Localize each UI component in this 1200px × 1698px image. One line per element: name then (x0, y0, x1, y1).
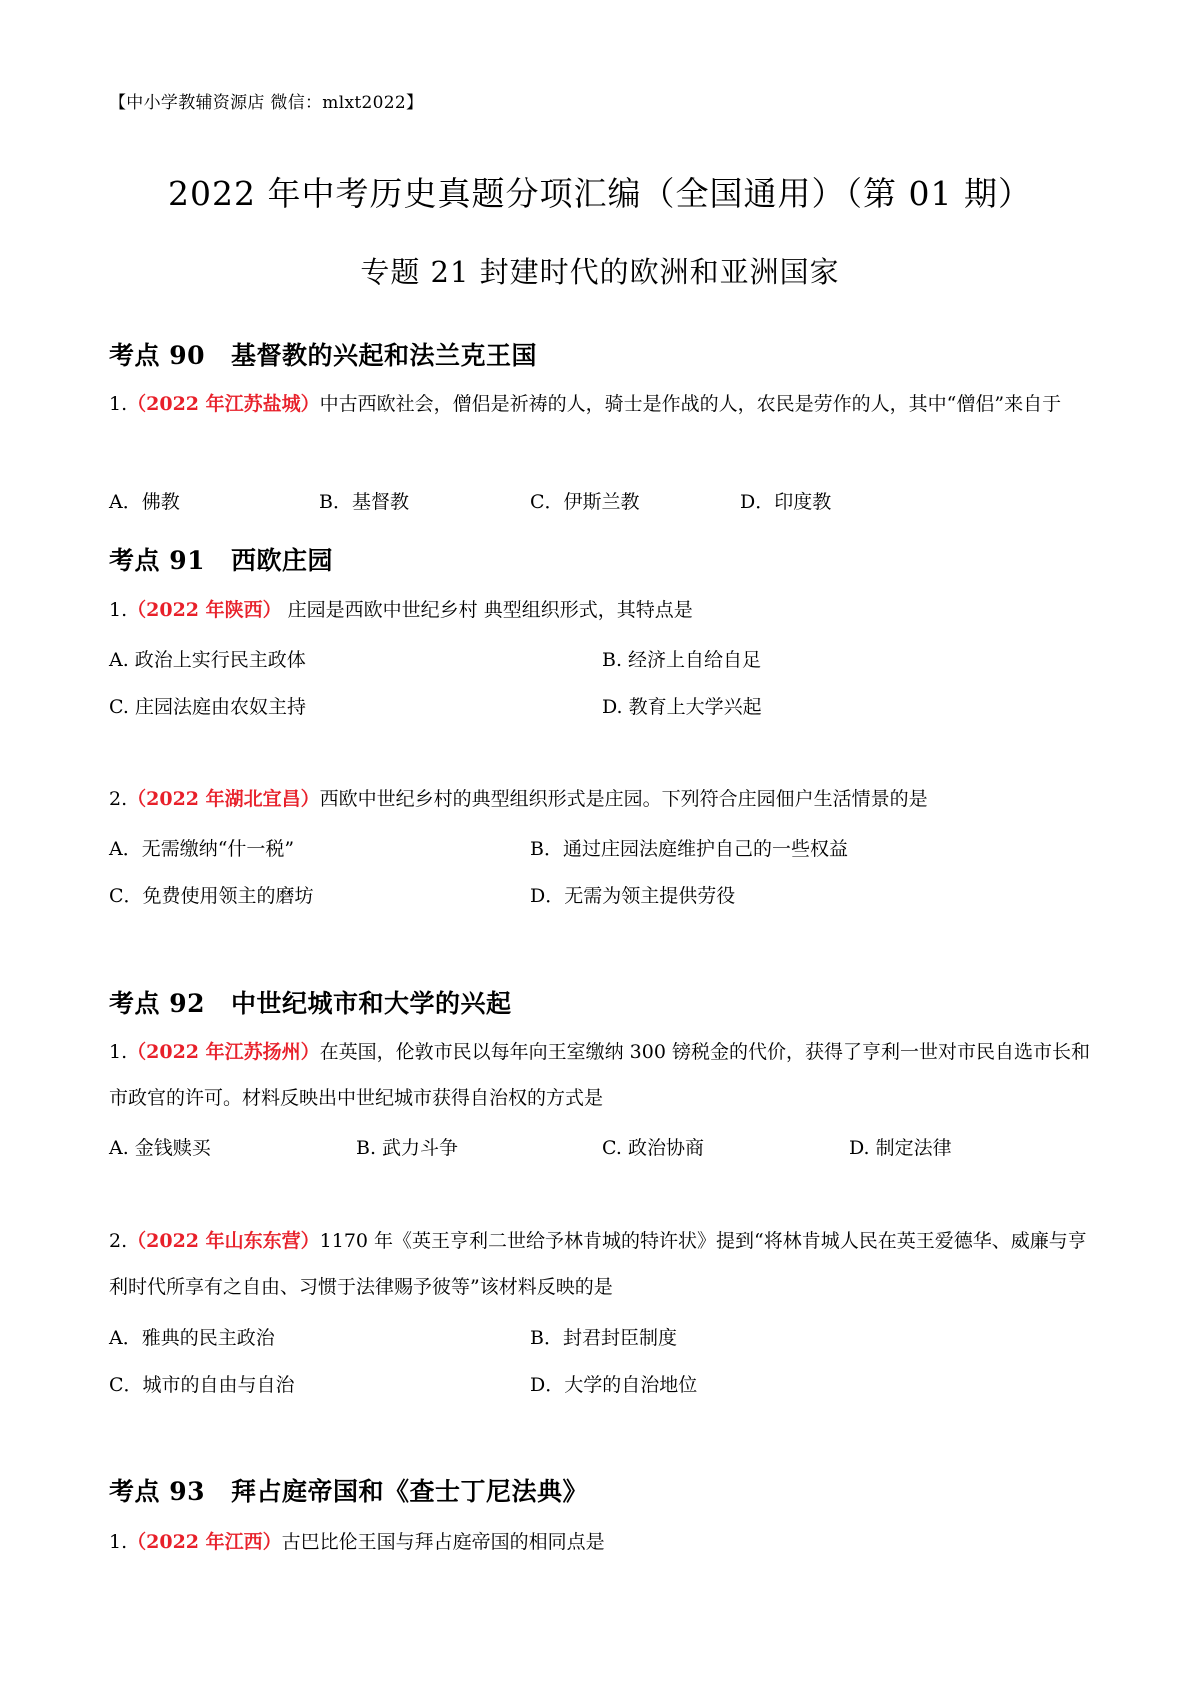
option-c: C．城市的自由与自治 (109, 1374, 295, 1396)
option-d: D. 制定法律 (849, 1137, 952, 1159)
question-number: 1. (109, 1041, 128, 1063)
option-a: A．佛教 (109, 491, 180, 513)
question-number: 1. (109, 1531, 128, 1553)
question-number: 1. (109, 599, 128, 621)
question-source: （2022 年江苏盐城） (127, 393, 320, 415)
option-b: B．通过庄园法庭维护自己的一些权益 (530, 838, 848, 860)
question-number: 2. (109, 788, 128, 810)
question-source: （2022 年陕西） (127, 599, 282, 621)
option-d: D. 教育上大学兴起 (602, 696, 762, 718)
section-name: 中世纪城市和大学的兴起 (231, 989, 512, 1018)
option-c: C. 庄园法庭由农奴主持 (109, 696, 306, 718)
question-text (109, 1519, 1099, 1565)
question-text (109, 776, 1099, 822)
option-b: B．封君封臣制度 (530, 1327, 677, 1349)
section-name: 西欧庄园 (231, 546, 334, 575)
option-c: C．免费使用领主的磨坊 (109, 885, 314, 907)
document-subtitle: 专题 21 封建时代的欧洲和亚洲国家 (360, 255, 840, 289)
option-c: C. 政治协商 (602, 1137, 704, 1159)
section-label: 考点 91 (109, 546, 205, 575)
question-stem: 中古西欧社会，僧侣是祈祷的人，骑士是作战的人，农民是劳作的人，其中“僧侣”来自于 (319, 393, 1062, 415)
question-stem: 在英国，伦敦市民以每年向王室缴纳 300 镑税金的代价，获得了亨利一世对市民自选市长和市政官的许可。材料反映出中世纪城市获得自治权的方式是 (109, 1041, 1090, 1109)
option-a: A. 政治上实行民主政体 (109, 649, 306, 671)
option-d: D．印度教 (740, 491, 832, 513)
question-text (109, 381, 1099, 427)
section-heading (109, 1472, 588, 1508)
option-d: D．无需为领主提供劳役 (530, 885, 736, 907)
question-stem: 古巴比伦王国与拜占庭帝国的相同点是 (281, 1531, 605, 1553)
option-b: B. 经济上自给自足 (602, 649, 762, 671)
option-a: A. 金钱赎买 (109, 1137, 211, 1159)
option-b: B. 武力斗争 (356, 1137, 459, 1159)
question-source: （2022 年湖北宜昌） (127, 788, 320, 810)
section-name: 拜占庭帝国和《查士丁尼法典》 (231, 1477, 589, 1506)
question-stem: 庄园是西欧中世纪乡村 典型组织形式，其特点是 (281, 599, 693, 621)
question-number: 1. (109, 393, 128, 415)
option-a: A．雅典的民主政治 (109, 1327, 275, 1349)
option-d: D．大学的自治地位 (530, 1374, 698, 1396)
header-note: 【中小学教辅资源店 微信：mlxt2022】 (109, 93, 424, 113)
section-heading (109, 336, 537, 372)
question-stem: 1170 年《英王亨利二世给予林肯城的特许状》提到“将林肯城人民在英王爱德华、威廉与亨利时代所享有之自由、习惯于法律赐予彼等”该材料反映的是 (109, 1230, 1087, 1298)
question-text (109, 1218, 1099, 1310)
section-name: 基督教的兴起和法兰克王国 (231, 341, 538, 370)
document-title: 2022 年中考历史真题分项汇编（全国通用）（第 01 期） (168, 174, 1032, 213)
section-label: 考点 90 (109, 341, 205, 370)
question-number: 2. (109, 1230, 128, 1252)
section-heading (109, 541, 333, 577)
question-text (109, 1029, 1099, 1121)
section-label: 考点 93 (109, 1477, 205, 1506)
option-b: B．基督教 (319, 491, 409, 513)
section-label: 考点 92 (109, 989, 205, 1018)
option-a: A．无需缴纳“什一税” (109, 838, 295, 860)
question-source: （2022 年山东东营） (127, 1230, 320, 1252)
question-source: （2022 年江西） (127, 1531, 282, 1553)
question-source: （2022 年江苏扬州） (127, 1041, 320, 1063)
question-stem: 西欧中世纪乡村的典型组织形式是庄园。下列符合庄园佃户生活情景的是 (319, 788, 928, 810)
section-heading (109, 984, 512, 1020)
option-c: C．伊斯兰教 (530, 491, 640, 513)
question-text (109, 587, 1099, 633)
